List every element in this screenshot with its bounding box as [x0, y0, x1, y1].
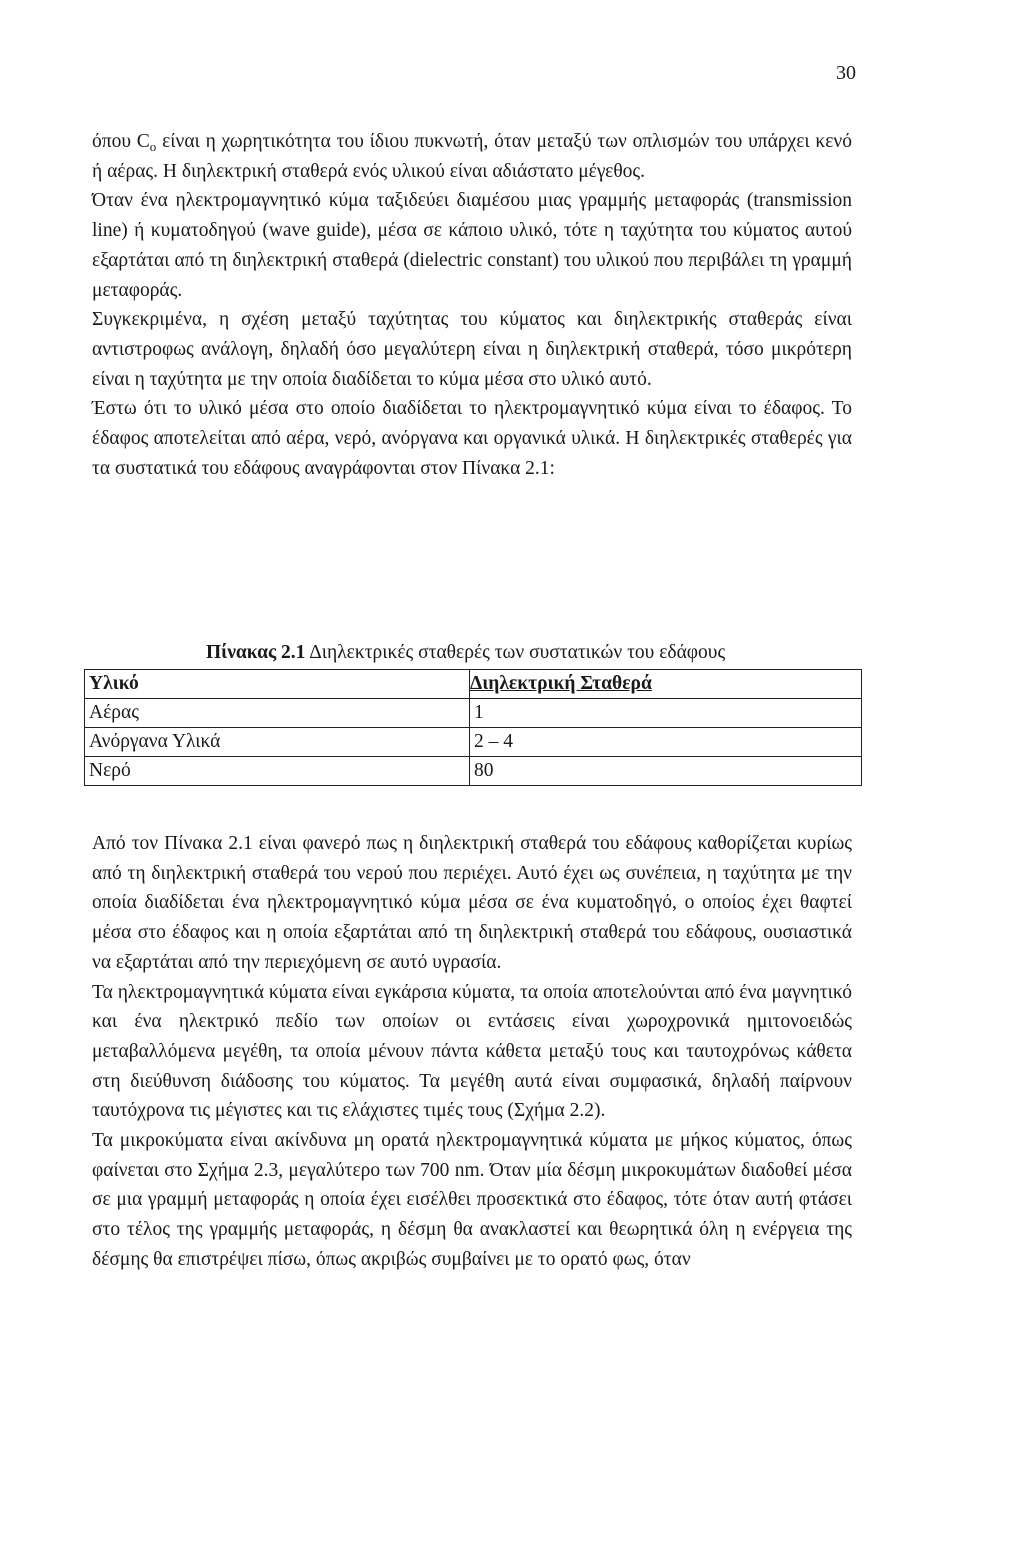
cell-material: Νερό — [85, 757, 470, 786]
dielectric-constants-table — [84, 669, 862, 786]
cell-value: 1 — [470, 699, 862, 728]
table-row — [85, 757, 862, 786]
header-material: Υλικό — [85, 670, 470, 699]
table-caption-text: Διηλεκτρικές σταθερές των συστατικών του εδάφους — [305, 642, 726, 663]
subscript: o — [149, 139, 157, 154]
table-caption-label: Πίνακας 2.1 — [206, 642, 306, 663]
body-text-bottom — [92, 829, 852, 1275]
table-row — [85, 699, 862, 728]
cell-material: Αέρας — [85, 699, 470, 728]
cell-value: 2 – 4 — [470, 728, 862, 757]
paragraph: Τα ηλεκτρομαγνητικά κύματα είναι εγκάρσια κύματα, τα οποία αποτελούνται από ένα μαγνητικό και ένα ηλεκτρικό πεδίο των οποίων οι εντάσεις είναι χωροχρονικά ημιτονοειδώς μεταβαλλόμενα μεγέθη, τα οποία μένουν πάντα κάθετα μεταξύ τους και ταυτοχρόνως κάθετα στη διεύθυνση διάδοσης του κύματος. Τα μεγέθη αυτά είναι συμφασικά, δηλαδή παίρνουν ταυτόχρονα τις μέγιστες και τις ελάχιστες τιμές τους (Σχήμα 2.2). — [92, 981, 852, 1122]
table-row — [85, 728, 862, 757]
paragraph: Από τον Πίνακα 2.1 είναι φανερό πως η διηλεκτρική σταθερά του εδάφους καθορίζεται κυρίως από τη διηλεκτρική σταθερά του νερού που περιέχει. Αυτό έχει ως συνέπεια, η ταχύτητα με την οποία διαδίδεται ένα ηλεκτρομαγνητικό κύμα μέσα σε ένα κυματοδηγό, ο οποίος έχει θαφτεί μέσα στο έδαφος και η οποία εξαρτάται από τη διηλεκτρική σταθερά του εδάφους, ουσιαστικά να εξαρτάται από την περιεχόμενη σε αυτό υγρασία. — [92, 833, 852, 973]
table-header-row — [85, 670, 862, 699]
table-caption — [206, 640, 725, 666]
paragraph: Συγκεκριμένα, η σχέση μεταξύ ταχύτητας του κύματος και διηλεκτρικής σταθεράς είναι αντιστροφως ανάλογη, δηλαδή όσο μεγαλύτερη είναι η διηλεκτρική σταθερά, τόσο μικρότερη είναι η ταχύτητα με την οποία διαδίδεται το κύμα μέσα στο υλικό αυτό. — [92, 309, 852, 390]
paragraph: Τα μικροκύματα είναι ακίνδυνα μη ορατά ηλεκτρομαγνητικά κύματα με μήκος κύματος, όπως φαίνεται στο Σχήμα 2.3, μεγαλύτερο των 700 nm. Όταν μία δέσμη μικροκυμάτων διαδοθεί μέσα σε μια γραμμή μεταφοράς η οποία έχει εισέλθει προσεκτικά στο έδαφος, τότε όταν αυτή φτάσει στο τέλος της γραμμής μεταφοράς, η δέσμη θα ανακλαστεί και θεωρητικά όλη η ενέργεια της δέσμης θα επιστρέψει πίσω, όπως ακριβώς συμβαίνει με το ορατό φως, όταν — [92, 1130, 852, 1270]
body-text-top — [92, 127, 852, 483]
paragraph-intro: όπου $C_o$ είναι η χωρητικότητα του ίδιου πυκνωτή, όταν μεταξύ των οπλισμών του υπάρχει κενό ή αέρας. Η διηλεκτρική σταθερά ενός υλικού είναι αδιάστατο μέγεθος. — [92, 131, 853, 182]
paragraph: Όταν ένα ηλεκτρομαγνητικό κύμα ταξιδεύει διαμέσου μιας γραμμής μεταφοράς (transmission line) ή κυματοδηγού (wave guide), μέσα σε κάποιο υλικό, τότε η ταχύτητα του κύματος αυτού εξαρτάται από τη διηλεκτρική σταθερά (dielectric constant) του υλικού που περιβάλει τη γραμμή μεταφοράς. — [92, 190, 852, 301]
cell-value: 80 — [470, 757, 862, 786]
cell-material: Ανόργανα Υλικά — [85, 728, 470, 757]
page-number: 30 — [836, 62, 856, 84]
header-dielectric-constant: Διηλεκτρική Σταθερά — [470, 670, 862, 699]
paragraph: Έστω ότι το υλικό μέσα στο οποίο διαδίδεται το ηλεκτρομαγνητικό κύμα είναι το έδαφος. Το έδαφος αποτελείται από αέρα, νερό, ανόργανα και οργανικά υλικά. Η διηλεκτρικές σταθερές για τα συστατικά του εδάφους αναγράφονται στον Πίνακα 2.1: — [92, 398, 852, 479]
